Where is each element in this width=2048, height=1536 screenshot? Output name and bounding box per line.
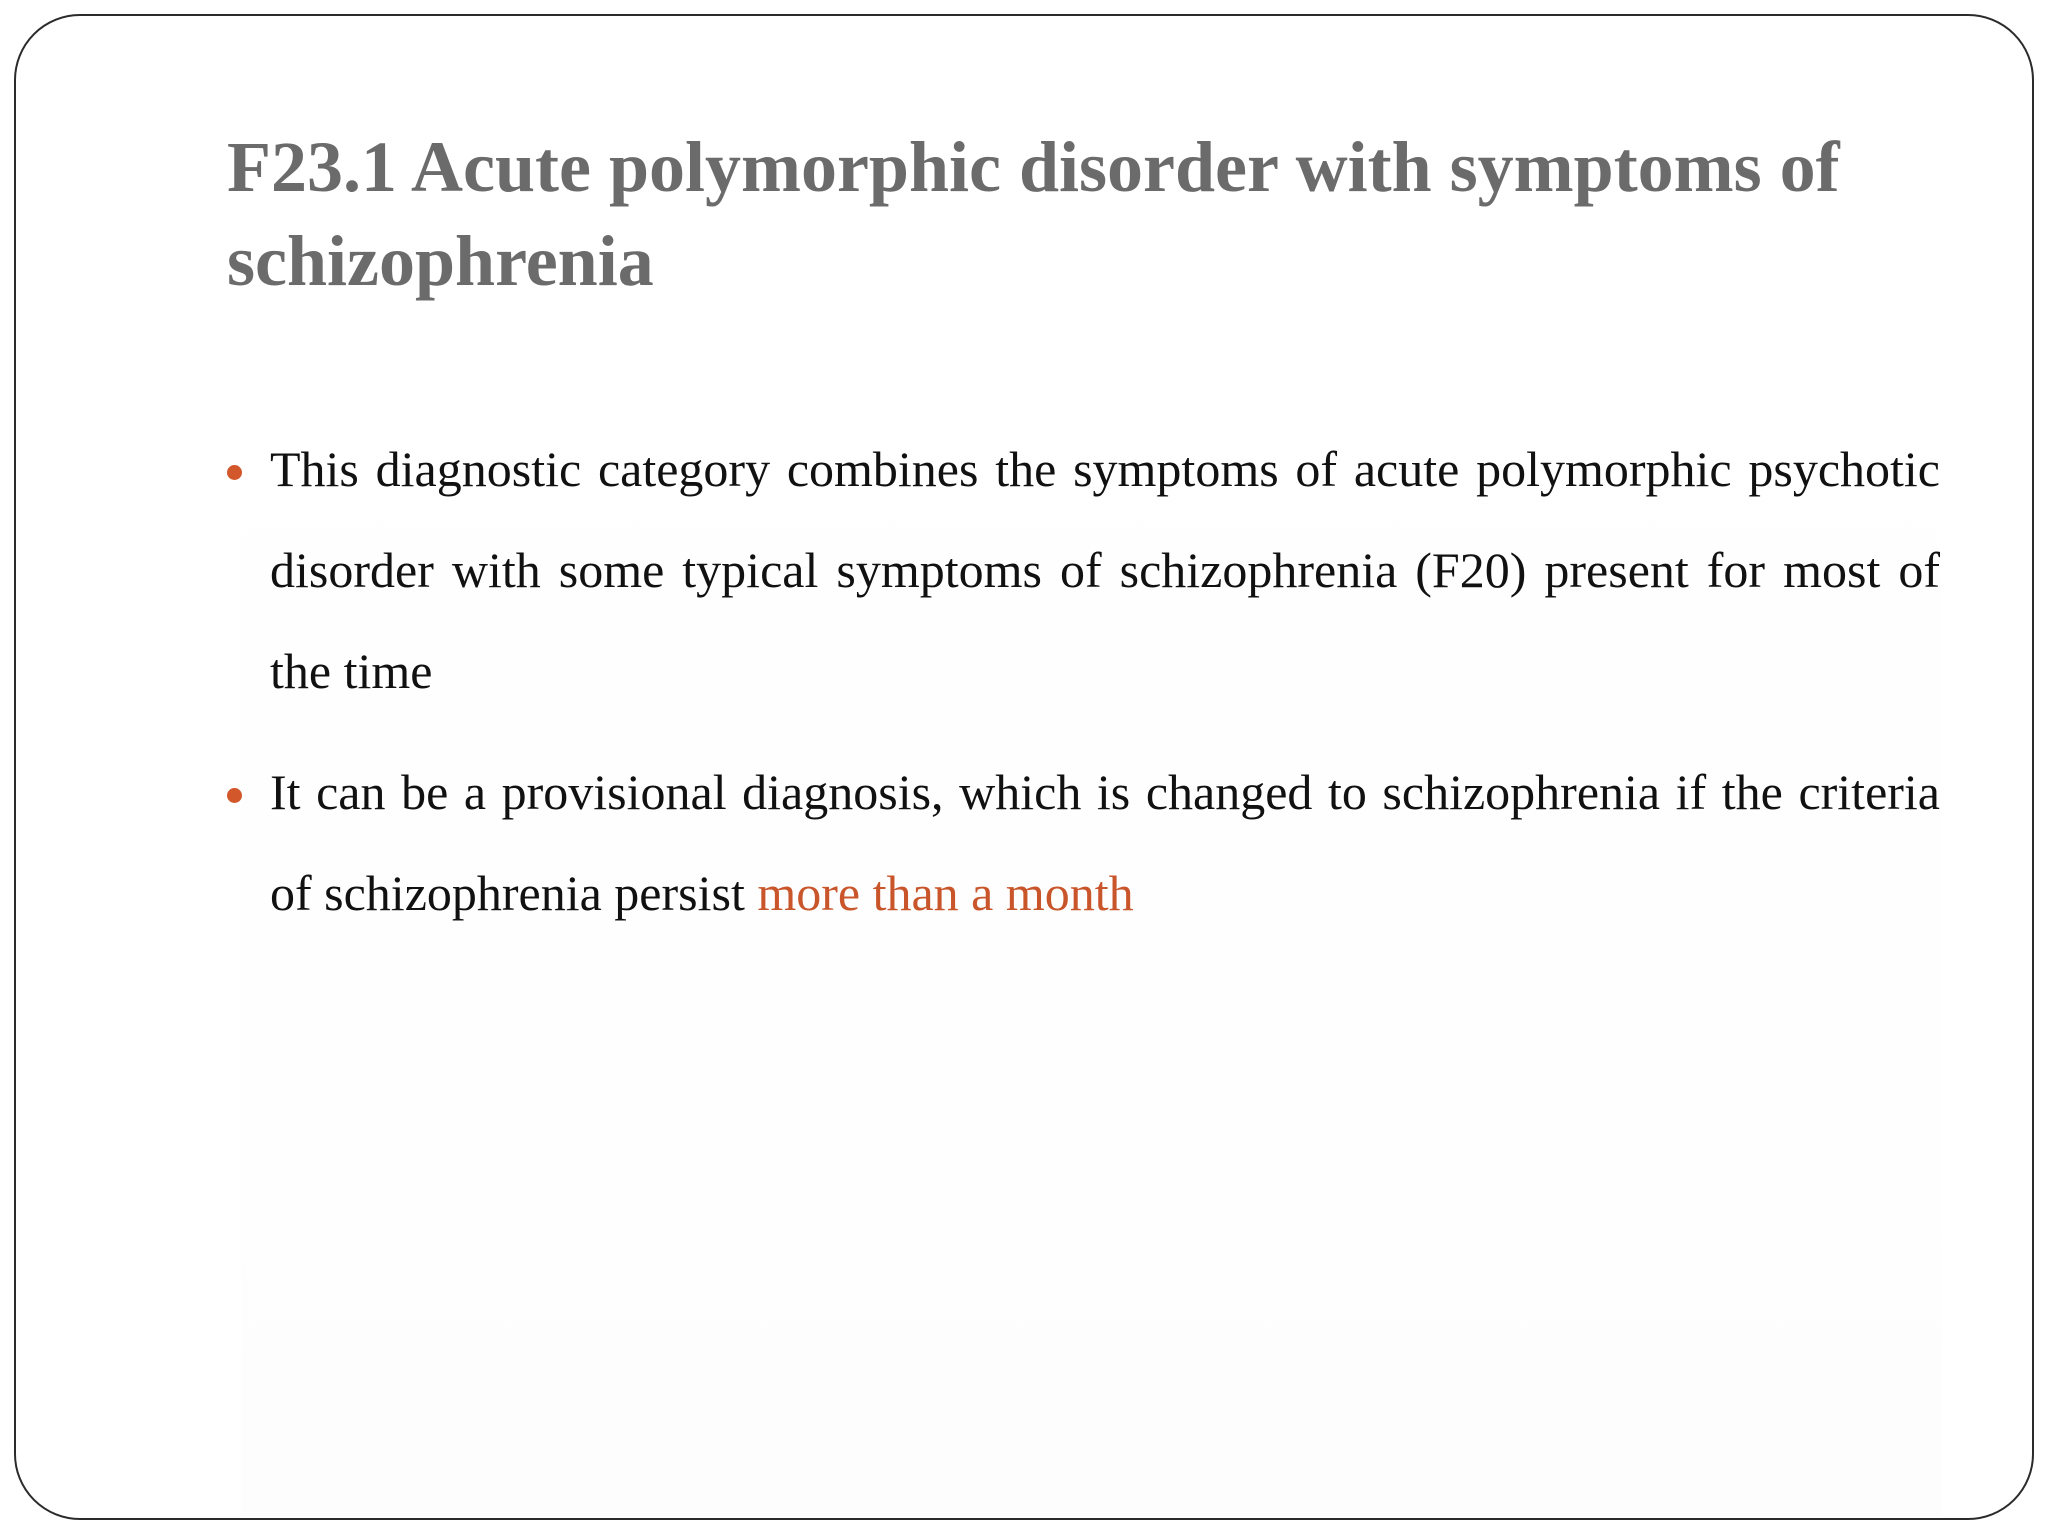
highlighted-text: more than a month [757, 865, 1134, 921]
slide-title: F23.1 Acute polymorphic disorder with symptoms of schizophrenia [227, 127, 1840, 301]
bullet-dot-icon [227, 788, 242, 803]
bullet-text: This diagnostic category combines the symptoms of acute polymorphic psychotic disorder with some typical symptoms of schizophrenia (F20) present for most of the time [270, 441, 1940, 699]
bullet-item-1 [270, 419, 1940, 722]
slide [14, 14, 2034, 1520]
bullet-dot-icon [227, 465, 242, 480]
bullet-text: It can be a provisional diagnosis, which is changed to schizophrenia if the criteria of schizophrenia persist [270, 764, 1940, 921]
bullet-list [270, 419, 1940, 964]
bullet-item-2 [270, 742, 1940, 944]
